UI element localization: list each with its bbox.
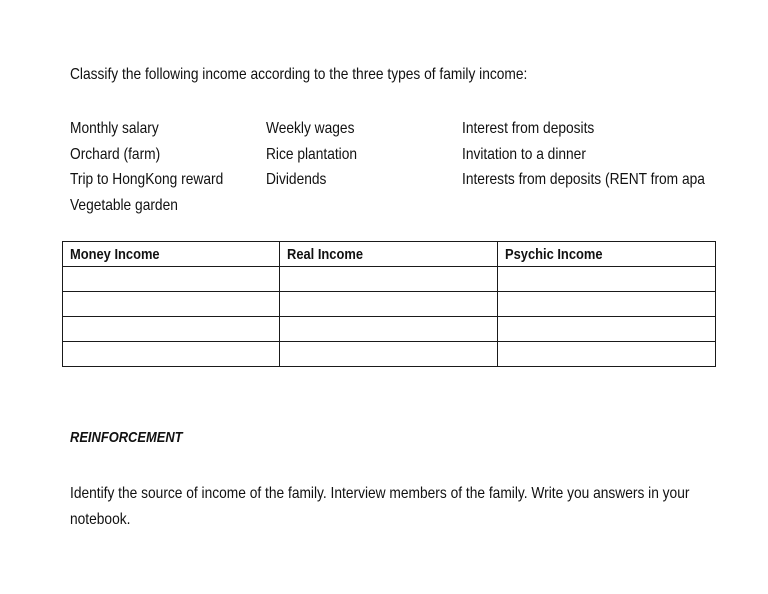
header-label: Money Income — [70, 245, 160, 263]
list-item-text: Vegetable garden — [70, 196, 178, 214]
word-list-column-1 — [70, 116, 248, 218]
list-item — [462, 116, 744, 142]
header-psychic-income — [498, 242, 716, 267]
table-row — [63, 342, 716, 367]
reinforcement-heading-text: REINFORCEMENT — [70, 429, 183, 446]
reinforcement-heading — [70, 428, 201, 448]
task-line-1-text: Identify the source of income of the family. Interview members of the family. Write you answers in your — [70, 485, 690, 502]
header-money-income — [63, 242, 280, 267]
table-cell — [498, 267, 716, 292]
reinforcement-task — [70, 481, 768, 533]
table-row — [63, 267, 716, 292]
list-item-text: Invitation to a dinner — [462, 145, 586, 163]
table-cell — [63, 267, 280, 292]
list-item-text: Dividends — [266, 171, 327, 188]
table-cell — [498, 292, 716, 317]
task-line-2 — [70, 507, 768, 533]
list-item — [266, 167, 372, 193]
table-cell — [280, 267, 498, 292]
table-cell — [63, 292, 280, 317]
list-item-text: Trip to HongKong reward — [70, 171, 224, 188]
table-cell — [498, 342, 716, 367]
instruction-label: Classify the following income according to the three types of family income: — [70, 66, 528, 83]
income-classification-table — [62, 241, 716, 367]
task-line-1 — [70, 481, 768, 507]
list-item — [266, 142, 372, 168]
table-row — [63, 292, 716, 317]
list-item-text: Orchard (farm) — [70, 145, 161, 163]
table-cell — [280, 342, 498, 367]
table-header-row — [63, 242, 716, 267]
list-item — [266, 116, 372, 142]
list-item — [70, 167, 248, 193]
instruction-text — [70, 65, 602, 85]
header-label: Psychic Income — [505, 245, 603, 263]
list-item-text: Weekly wages — [266, 120, 355, 137]
word-list-column-3 — [462, 116, 744, 193]
word-list-column-2 — [266, 116, 372, 193]
list-item — [462, 167, 744, 193]
task-line-2-text: notebook. — [70, 511, 131, 528]
header-real-income — [280, 242, 498, 267]
table-cell — [498, 317, 716, 342]
list-item — [70, 142, 248, 168]
list-item — [70, 193, 248, 219]
list-item-text: Monthly salary — [70, 120, 159, 137]
table-cell — [280, 292, 498, 317]
list-item — [462, 142, 744, 168]
table-cell — [63, 317, 280, 342]
table-row — [63, 317, 716, 342]
list-item-text: Interests from deposits (RENT from apa — [462, 171, 705, 188]
list-item — [70, 116, 248, 142]
header-label: Real Income — [287, 245, 364, 263]
table-cell — [63, 342, 280, 367]
table-cell — [280, 317, 498, 342]
list-item-text: Interest from deposits — [462, 120, 595, 137]
list-item-text: Rice plantation — [266, 145, 358, 163]
